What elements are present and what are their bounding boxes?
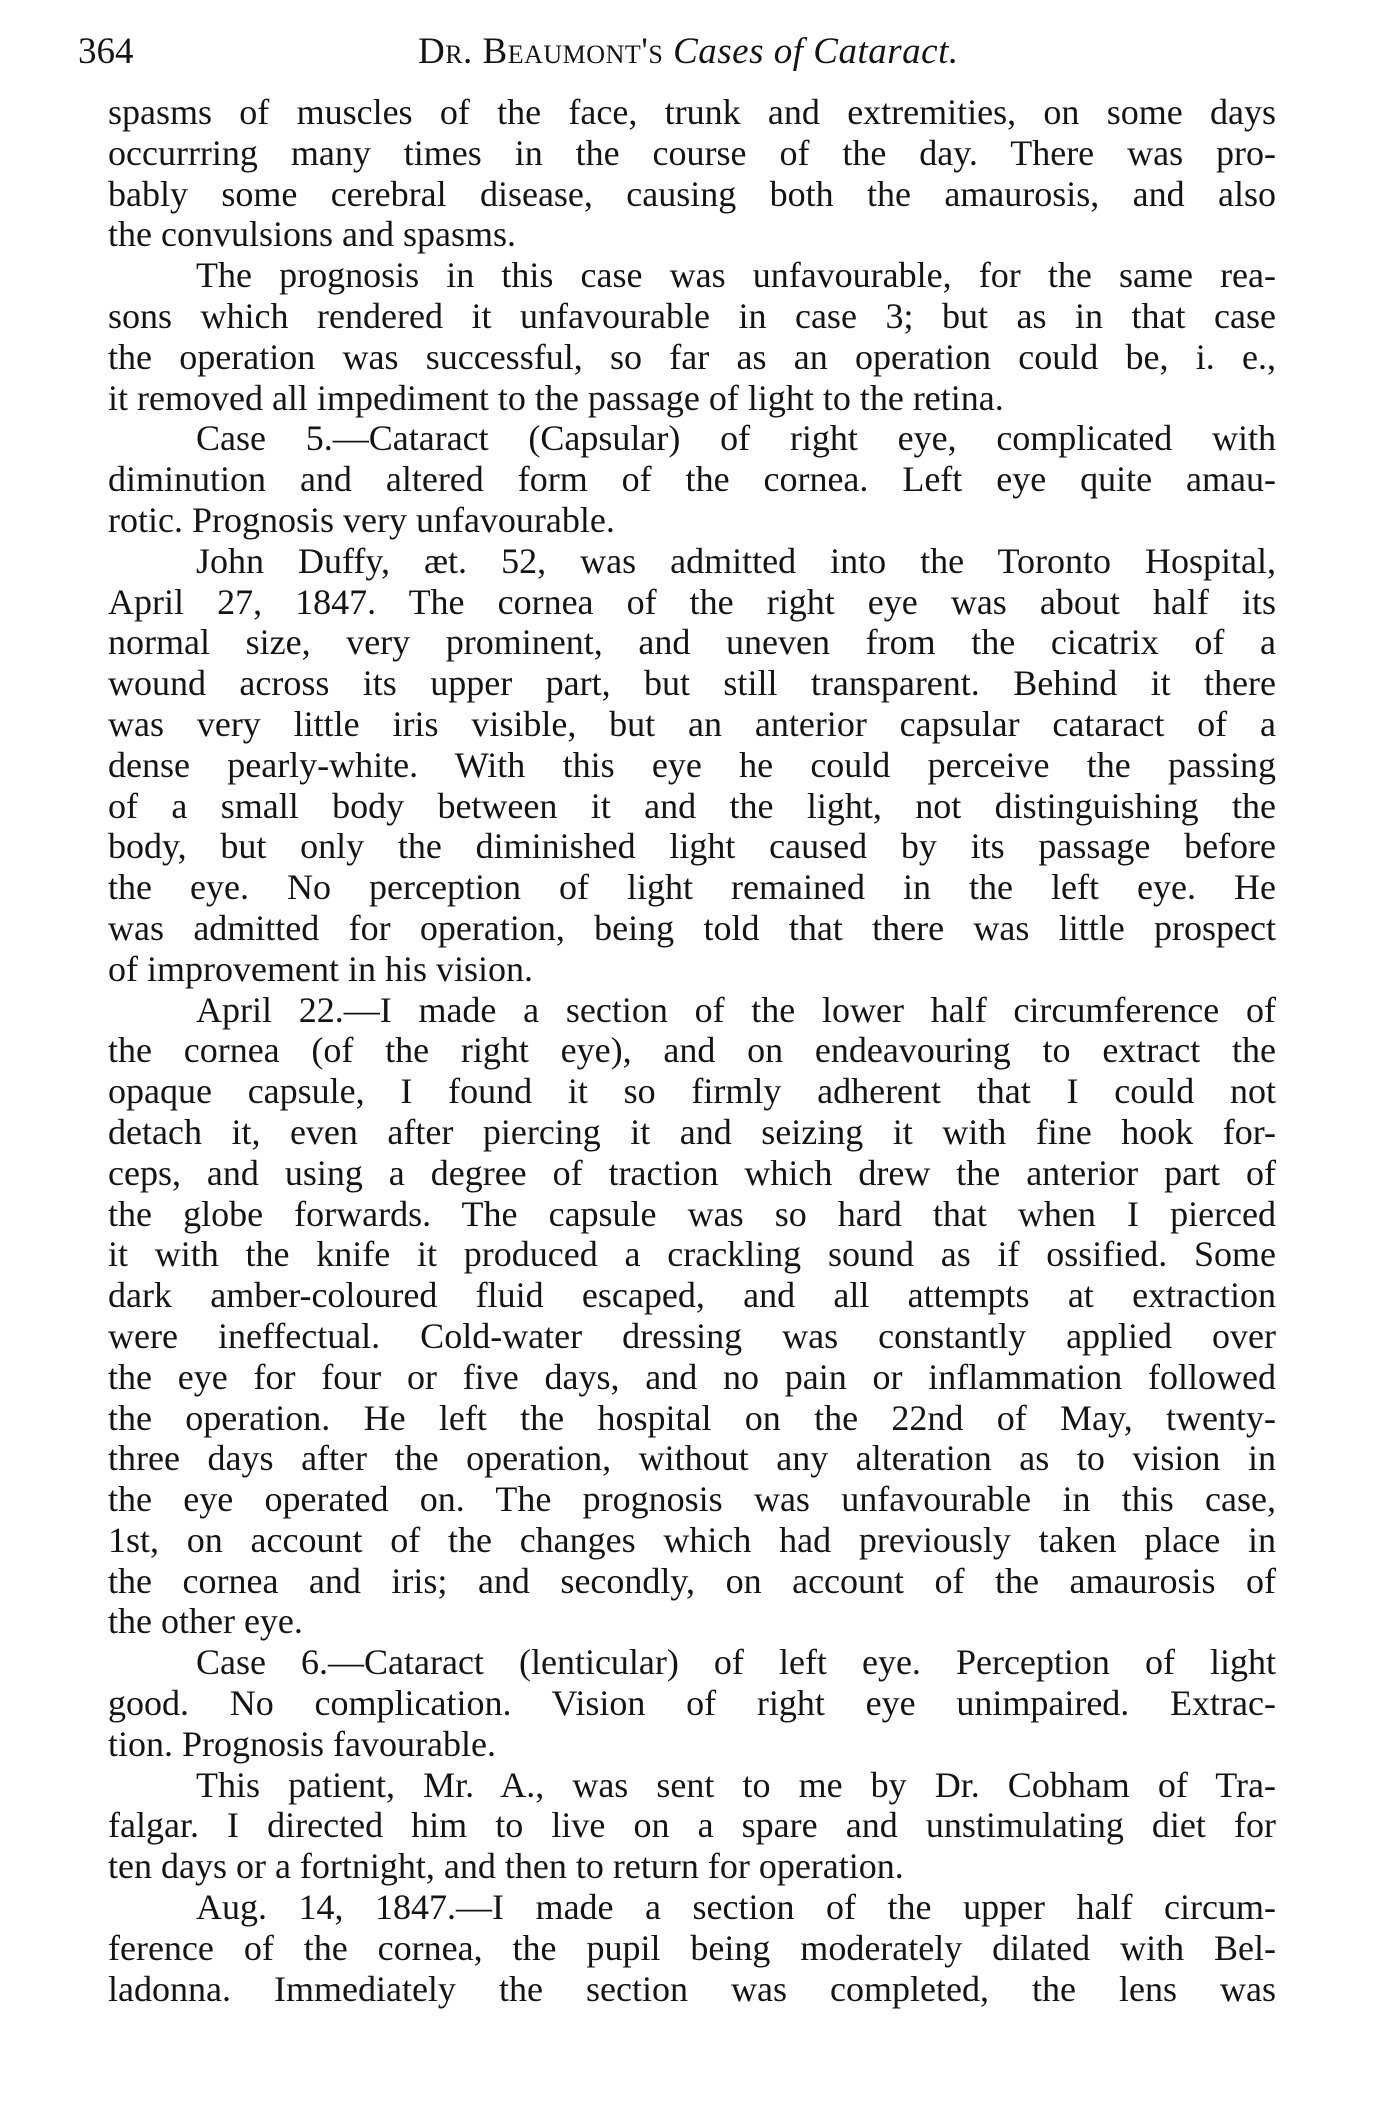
- text-line: falgar. I directed him to live on a spare and unstimulating diet for: [108, 1805, 1276, 1846]
- text-line: ladonna. Immediately the section was completed, the lens was: [108, 1968, 1276, 2009]
- text-line: good. No complication. Vision of right eye unimpaired. Extrac-: [108, 1683, 1276, 1724]
- running-head-author: Dr. Beaumont's: [418, 31, 664, 72]
- running-head-subject: Cases of Cataract.: [673, 31, 959, 72]
- text-line: the operation was successful, so far as an operation could be, i. e.,: [108, 336, 1276, 377]
- text-line: opaque capsule, I found it so firmly adherent that I could not: [108, 1071, 1276, 1112]
- text-line: ten days or a fortnight, and then to return for operation.: [108, 1846, 904, 1887]
- text-line: was admitted for operation, being told that there was little prospect: [108, 907, 1276, 948]
- text-line: bably some cerebral disease, causing both the amaurosis, and also: [108, 173, 1276, 214]
- text-line: the operation. He left the hospital on the 22nd of May, twenty-: [108, 1397, 1276, 1438]
- page-number: 364: [78, 31, 134, 72]
- text-line: occurrring many times in the course of the day. There was pro-: [108, 132, 1276, 173]
- text-line: the cornea (of the right eye), and on endeavouring to extract the: [108, 1030, 1276, 1071]
- text-line: April 27, 1847. The cornea of the right eye was about half its: [108, 581, 1276, 622]
- text-line: three days after the operation, without any alteration as to vision in: [108, 1438, 1276, 1479]
- text-line: body, but only the diminished light caused by its passage before: [108, 826, 1276, 867]
- text-line: detach it, even after piercing it and seizing it with fine hook for-: [108, 1111, 1276, 1152]
- text-line: Case 5.—Cataract (Capsular) of right eye, complicated with: [196, 418, 1276, 459]
- body-text: [108, 92, 1276, 2009]
- text-line: it removed all impediment to the passage of light to the retina.: [108, 377, 1004, 418]
- text-line: spasms of muscles of the face, trunk and extremities, on some days: [108, 92, 1276, 132]
- text-line: ference of the cornea, the pupil being moderately dilated with Bel-: [108, 1927, 1276, 1968]
- text-line: wound across its upper part, but still transparent. Behind it there: [108, 663, 1276, 704]
- text-line: the convulsions and spasms.: [108, 214, 516, 255]
- text-line: it with the knife it produced a crackling sound as if ossified. Some: [108, 1234, 1276, 1275]
- text-line: Case 6.—Cataract (lenticular) of left eye. Perception of light: [196, 1642, 1276, 1683]
- text-line: This patient, Mr. A., was sent to me by Dr. Cobham of Tra-: [196, 1764, 1276, 1805]
- text-line: Aug. 14, 1847.—I made a section of the upper half circum-: [196, 1887, 1276, 1928]
- text-line: tion. Prognosis favourable.: [108, 1723, 496, 1764]
- text-line: ceps, and using a degree of traction which drew the anterior part of: [108, 1152, 1276, 1193]
- text-line: of improvement in his vision.: [108, 948, 533, 989]
- text-line: the eye for four or five days, and no pain or inflammation followed: [108, 1356, 1276, 1397]
- text-line: the globe forwards. The capsule was so hard that when I pierced: [108, 1193, 1276, 1234]
- text-line: diminution and altered form of the cornea. Left eye quite amau-: [108, 459, 1276, 500]
- text-line: rotic. Prognosis very unfavourable.: [108, 499, 615, 540]
- text-line: dense pearly-white. With this eye he could perceive the passing: [108, 744, 1276, 785]
- text-line: dark amber-coloured fluid escaped, and all attempts at extraction: [108, 1275, 1276, 1316]
- text-line: April 22.—I made a section of the lower half circumference of: [196, 989, 1276, 1030]
- text-line: normal size, very prominent, and uneven from the cicatrix of a: [108, 622, 1276, 663]
- text-line: of a small body between it and the light, not distinguishing the: [108, 785, 1276, 826]
- text-line: the cornea and iris; and secondly, on account of the amaurosis of: [108, 1560, 1276, 1601]
- text-line: 1st, on account of the changes which had previously taken place in: [108, 1519, 1276, 1560]
- running-head: [418, 24, 959, 80]
- text-line: were ineffectual. Cold-water dressing was constantly applied over: [108, 1315, 1276, 1356]
- text-line: the other eye.: [108, 1601, 303, 1642]
- page-header: [78, 24, 1278, 80]
- text-line: the eye. No perception of light remained in the left eye. He: [108, 867, 1276, 908]
- text-line: was very little iris visible, but an anterior capsular cataract of a: [108, 703, 1276, 744]
- text-line: the eye operated on. The prognosis was unfavourable in this case,: [108, 1479, 1276, 1520]
- text-line: John Duffy, æt. 52, was admitted into the Toronto Hospital,: [196, 540, 1276, 581]
- text-line: The prognosis in this case was unfavourable, for the same rea-: [196, 255, 1276, 296]
- text-line: sons which rendered it unfavourable in case 3; but as in that case: [108, 295, 1276, 336]
